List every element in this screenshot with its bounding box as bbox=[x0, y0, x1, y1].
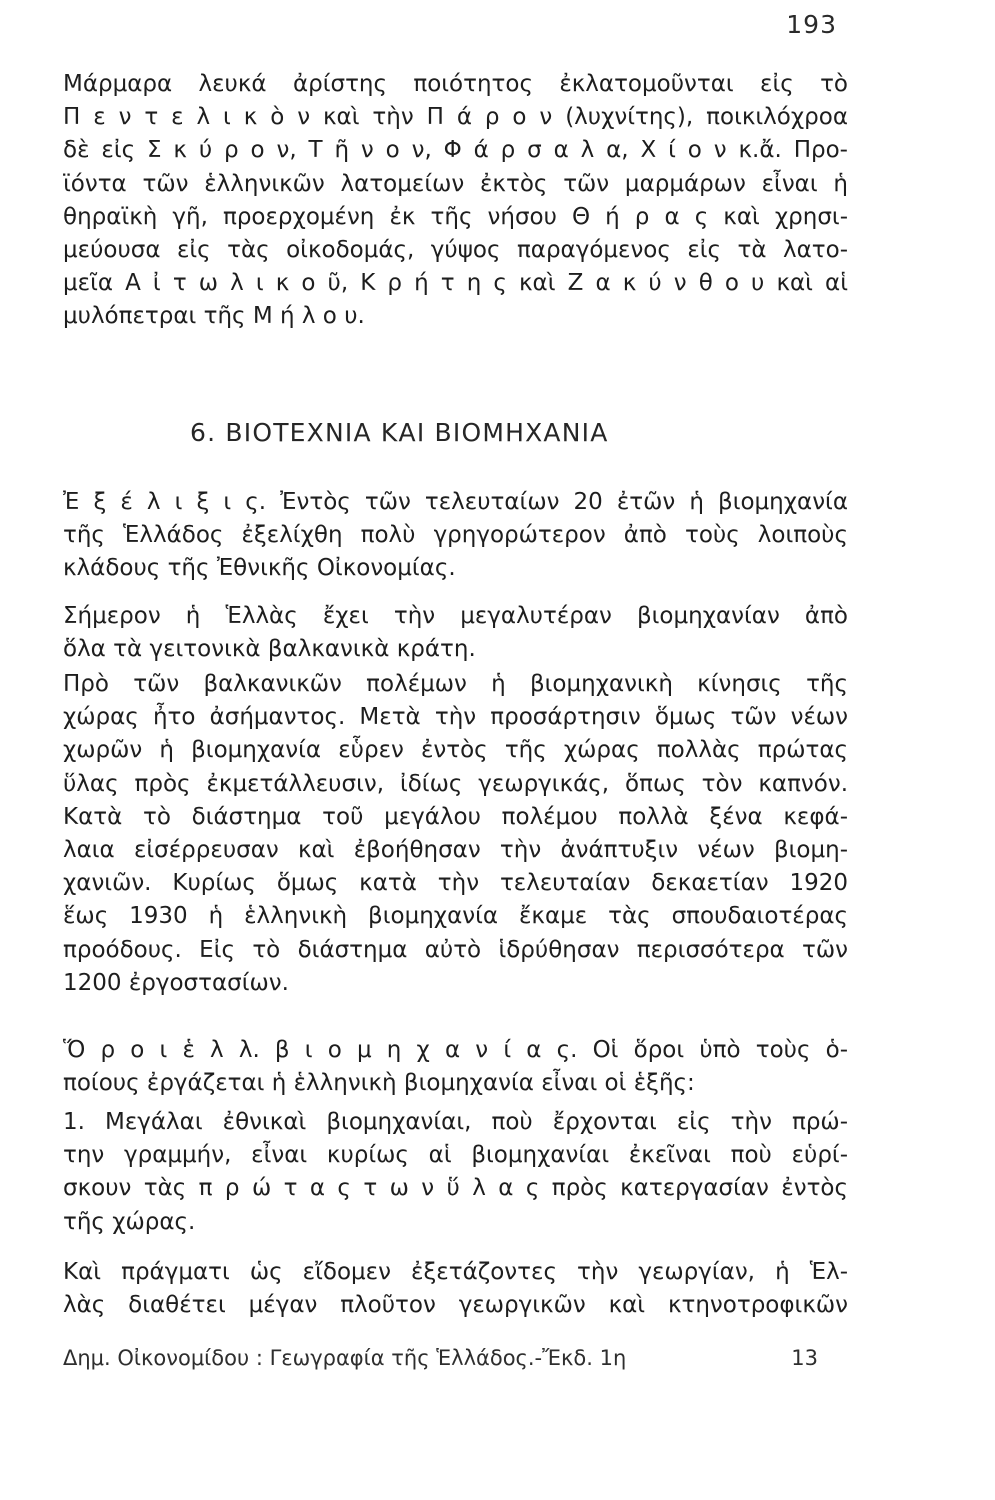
text-line: Ὅ ρ ο ι ἑ λ λ. β ι ο μ η χ α ν ί α ς. Οἱ ὅροι ὑπὸ τοὺς ὁ- bbox=[63, 1037, 848, 1063]
text-line: Σήμερον ἡ Ἑλλὰς ἔχει τὴν μεγαλυτέραν βιομηχανίαν ἀπὸ bbox=[63, 603, 848, 629]
signature-number: 13 bbox=[791, 1346, 818, 1370]
page-number: 193 bbox=[786, 10, 837, 39]
paragraph-1 bbox=[63, 68, 848, 334]
text-line: χανιῶν. Κυρίως ὅμως κατὰ τὴν τελευταίαν δεκαετίαν 1920 bbox=[63, 870, 848, 897]
text-line: τῆς χώρας. bbox=[63, 1208, 196, 1235]
text-line: Κατὰ τὸ διάστημα τοῦ μεγάλου πολέμου πολλὰ ξένα κεφά- bbox=[63, 803, 848, 830]
text-line: Καὶ πράγματι ὡς εἴδομεν ἐξετάζοντες τὴν γεωργίαν, ἡ Ἑλ- bbox=[63, 1259, 848, 1285]
text-line: ποίους ἐργάζεται ἡ ἑλληνικὴ βιομηχανία εἶναι οἱ ἑξῆς: bbox=[63, 1070, 695, 1097]
text-line: μεύουσα εἰς τὰς οἰκοδομάς, γύψος παραγόμενος εἰς τὰ λατο- bbox=[63, 237, 848, 264]
text-line: ἕως 1930 ἡ ἑλληνικὴ βιομηχανία ἔκαμε τὰς σπουδαιοτέρας bbox=[63, 903, 848, 930]
text-line: Μάρμαρα λευκά ἀρίστης ποιότητος ἐκλατομοῦνται εἰς τὸ bbox=[63, 71, 848, 97]
text-line: ὅλα τὰ γειτονικὰ βαλκανικὰ κράτη. bbox=[63, 636, 476, 663]
section-heading: 6. ΒΙΟΤΕΧΝΙΑ ΚΑΙ ΒΙΟΜΗΧΑΝΙΑ bbox=[190, 418, 609, 447]
paragraph-4 bbox=[63, 668, 848, 1000]
text-line: κλάδους τῆς Ἐθνικῆς Οἰκονομίας. bbox=[63, 555, 456, 582]
text-line: Π ε ν τ ε λ ι κ ὸ ν καὶ τὴν Π ά ρ ο ν (λυχνίτης), ποικιλόχροα bbox=[63, 104, 848, 131]
paragraph-7 bbox=[63, 1256, 848, 1322]
text-line: ὕλας πρὸς ἐκμετάλλευσιν, ἰδίως γεωργικάς, ὅπως τὸν καπνόν. bbox=[63, 770, 848, 797]
text-line: λαια εἰσέρρευσαν καὶ ἐβοήθησαν τὴν ἀνάπτυξιν νέων βιομη- bbox=[63, 837, 848, 864]
text-line: ϊόντα τῶν ἑλληνικῶν λατομείων ἐκτὸς τῶν μαρμάρων εἶναι ἡ bbox=[63, 170, 848, 197]
text-line: θηραϊκὴ γῆ, προερχομένη ἐκ τῆς νήσου Θ ή ρ α ς καὶ χρησι- bbox=[63, 203, 848, 230]
text-line: μυλόπετραι τῆς Μ ή λ ο υ. bbox=[63, 303, 365, 330]
text-line: χώρας ἦτο ἀσήμαντος. Μετὰ τὴν προσάρτησιν ὅμως τῶν νέων bbox=[63, 704, 848, 731]
text-line: 1200 ἐργοστασίων. bbox=[63, 969, 289, 996]
paragraph-5 bbox=[63, 1034, 848, 1100]
text-line: τῆς Ἑλλάδος ἐξελίχθη πολὺ γρηγορώτερον ἀπὸ τοὺς λοιποὺς bbox=[63, 522, 848, 549]
text-line: λὰς διαθέτει μέγαν πλοῦτον γεωργικῶν καὶ κτηνοτροφικῶν bbox=[63, 1292, 848, 1319]
paragraph-6 bbox=[63, 1106, 848, 1239]
text-line: προόδους. Εἰς τὸ διάστημα αὐτὸ ἱδρύθησαν περισσότερα τῶν bbox=[63, 936, 848, 963]
text-line: μεῖα Α ἰ τ ω λ ι κ ο ῦ, Κ ρ ή τ η ς καὶ Ζ α κ ύ ν θ ο υ καὶ αἱ bbox=[63, 270, 848, 297]
text-line: χωρῶν ἡ βιομηχανία εὗρεν ἐντὸς τῆς χώρας πολλὰς πρώτας bbox=[63, 737, 848, 764]
paragraph-2 bbox=[63, 486, 848, 586]
text-line: Ἐ ξ έ λ ι ξ ι ς. Ἐντὸς τῶν τελευταίων 20 ἐτῶν ἡ βιομηχανία bbox=[63, 489, 848, 515]
text-line: Πρὸ τῶν βαλκανικῶν πολέμων ἡ βιομηχανικὴ κίνησις τῆς bbox=[63, 671, 848, 697]
text-line: δὲ εἰς Σ κ ύ ρ ο ν, Τ ῆ ν ο ν, Φ ά ρ σ α λ α, Χ ί ο ν κ.ἄ. Προ- bbox=[63, 137, 848, 164]
text-line: την γραμμήν, εἶναι κυρίως αἱ βιομηχανίαι ἐκεῖναι ποὺ εὑρί- bbox=[63, 1142, 848, 1169]
text-line: 1. Μεγάλαι ἐθνικαὶ βιομηχανίαι, ποὺ ἔρχονται εἰς τὴν πρώ- bbox=[63, 1109, 848, 1135]
footer-citation: Δημ. Οἰκονομίδου : Γεωγραφία τῆς Ἑλλάδος.-Ἔκδ. 1η bbox=[63, 1346, 627, 1370]
paragraph-3 bbox=[63, 600, 848, 666]
text-line: σκουν τὰς π ρ ώ τ α ς τ ω ν ὕ λ α ς πρὸς κατεργασίαν ἐντὸς bbox=[63, 1175, 848, 1202]
